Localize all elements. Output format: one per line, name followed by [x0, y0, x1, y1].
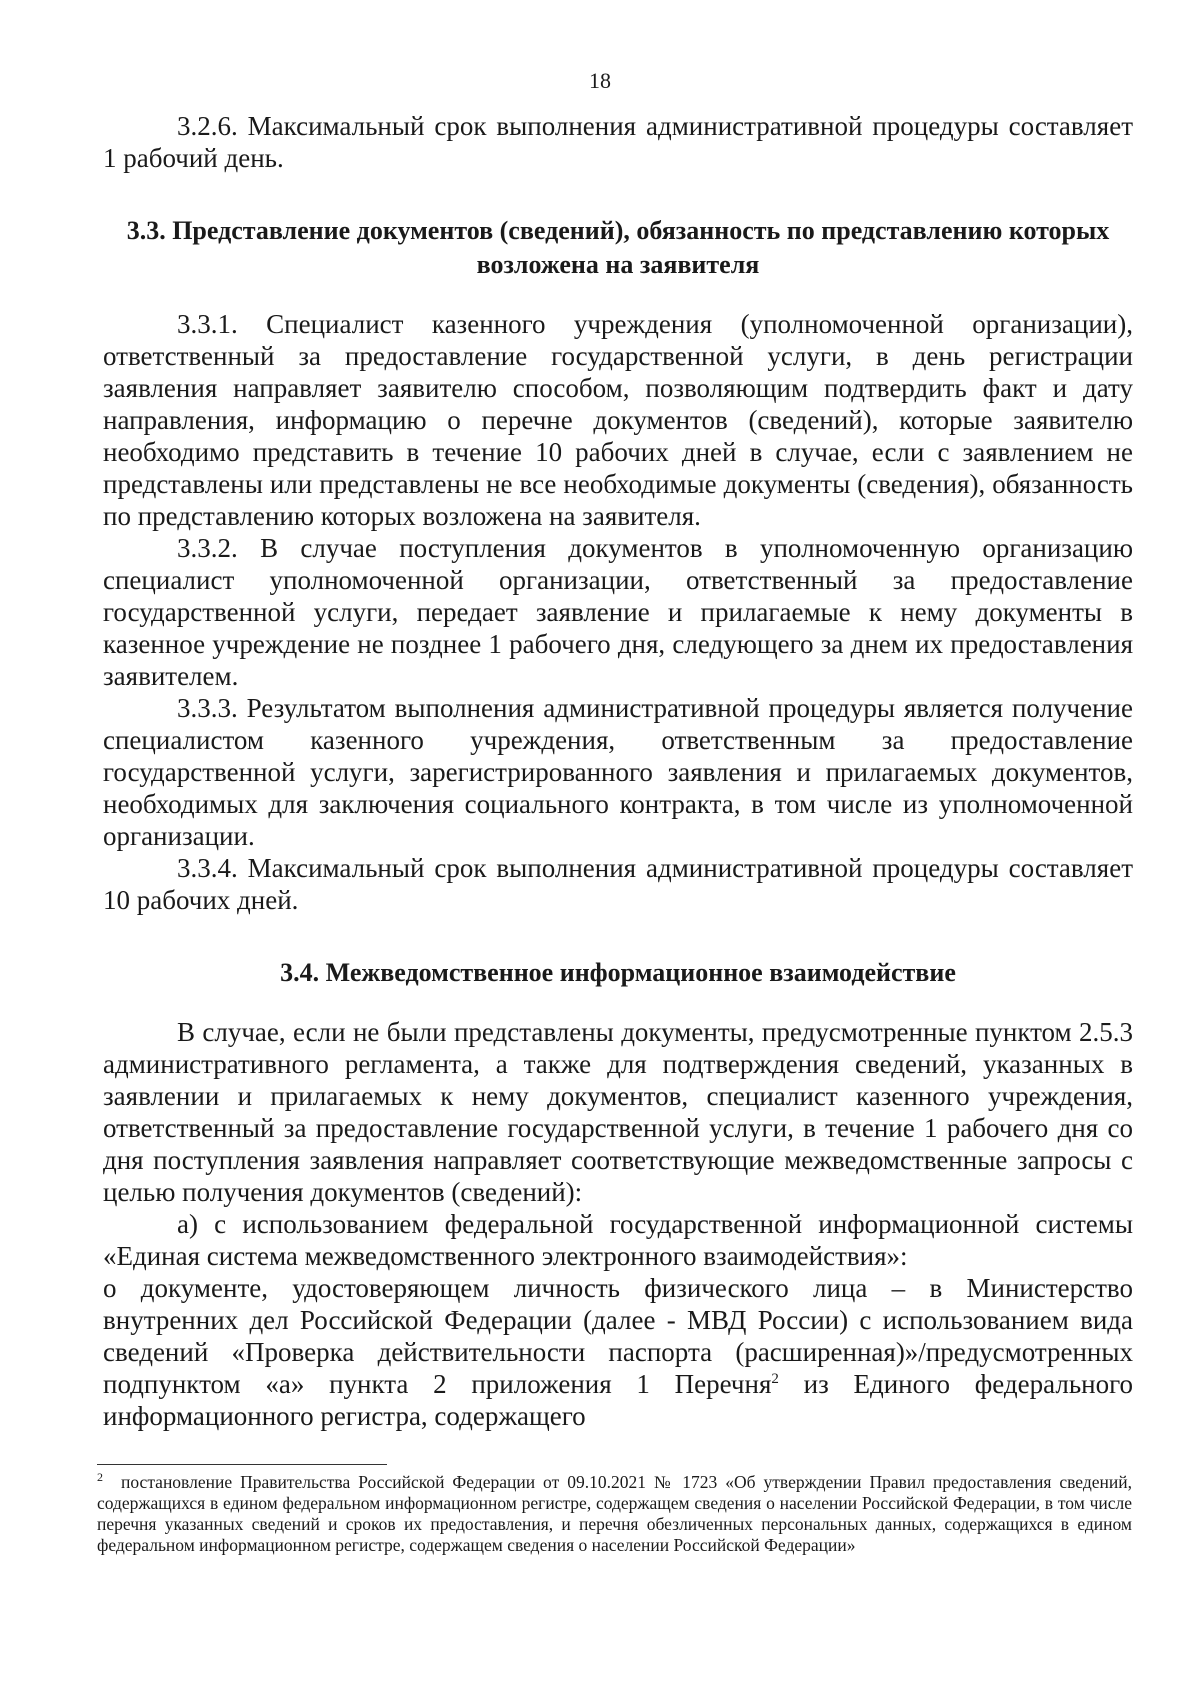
paragraph-3-3-1: 3.3.1. Специалист казенного учреждения (уполномоченной организации), ответственный за предоставление государственной услуги, в день регистрации заявления направляет заявителю способом, позволяющим подтвердить факт и дату направления, информацию о перечне документов (сведений), которые заявителю необходимо представить в течение 10 рабочих дней в случае, если с заявлением не представлены или представлены не все необходимые документы (сведения), обязанность по представлению которых возложена на заявителя. [103, 309, 1133, 531]
paragraph-3-3-3: 3.3.3. Результатом выполнения административной процедуры является получение специалистом казенного учреждения, ответственным за предоставление государственной услуги, зарегистрированного заявления и прилагаемых документов, необходимых для заключения социального контракта, в том числе из уполномоченной организации. [103, 693, 1133, 851]
paragraph-3-4-document-tail: из Единого федерального информационного регистра, содержащего [103, 1369, 1133, 1431]
paragraph-3-4-intro: В случае, если не были представлены документы, предусмотренные пунктом 2.5.3 административного регламента, а также для подтверждения сведений, указанных в заявлении и прилагаемых к нему документов, специалист казенного учреждения, ответственный за предоставление государственной услуги, в течение 1 рабочего дня со дня поступления заявления направляет соответствующие межведомственные запросы с целью получения документов (сведений): [103, 1017, 1133, 1207]
page-body [103, 110, 1133, 1432]
paragraph-3-4-document-text: о документе, удостоверяющем личность физического лица – в Министерство внутренних дел Российской Федерации (далее - МВД России) с использованием вида сведений «Проверка действительности паспорта (расширенная)»/предусмотренных подпунктом «а» пункта 2 приложения 1 Перечня [103, 1273, 1133, 1399]
footnote-text: постановление Правительства Российской Федерации от 09.10.2021 № 1723 «Об утверждении Правил предоставления сведений, содержащихся в едином федеральном информационном регистре, содержащем сведения о населении Российской Федерации, в том числе перечня указанных сведений и сроков их предоставления, и перечня обезличенных персональных данных, содержащихся в едином федеральном информационном регистре, содержащем сведения о населении Российской Федерации» [97, 1472, 1132, 1555]
section-heading-3-3: 3.3. Представление документов (сведений), обязанность по представлению которых возложена на заявителя [126, 216, 1110, 279]
paragraph-3-3-4: 3.3.4. Максимальный срок выполнения административной процедуры составляет 10 рабочих дней. [103, 853, 1133, 915]
section-heading-3-4: 3.4. Межведомственное информационное взаимодействие [280, 958, 956, 987]
page-number: 18 [589, 68, 611, 93]
footnote-number: 2 [97, 1470, 103, 1485]
paragraph-3-2-6: 3.2.6. Максимальный срок выполнения административной процедуры составляет 1 рабочий день. [103, 111, 1133, 173]
paragraph-3-4-document [103, 1272, 1133, 1432]
paragraph-3-4-a: а) с использованием федеральной государственной информационной системы «Единая система межведомственного электронного взаимодействия»: [103, 1209, 1133, 1271]
footnote-separator [97, 1464, 387, 1465]
paragraph-3-3-2: 3.3.2. В случае поступления документов в уполномоченную организацию специалист уполномоченной организации, ответственный за предоставление государственной услуги, передает заявление и прилагаемые к нему документы в казенное учреждение не позднее 1 рабочего дня, следующего за днем их предоставления заявителем. [103, 533, 1133, 691]
footnote-reference[interactable]: 2 [771, 1371, 779, 1387]
footnote [97, 1472, 1132, 1556]
